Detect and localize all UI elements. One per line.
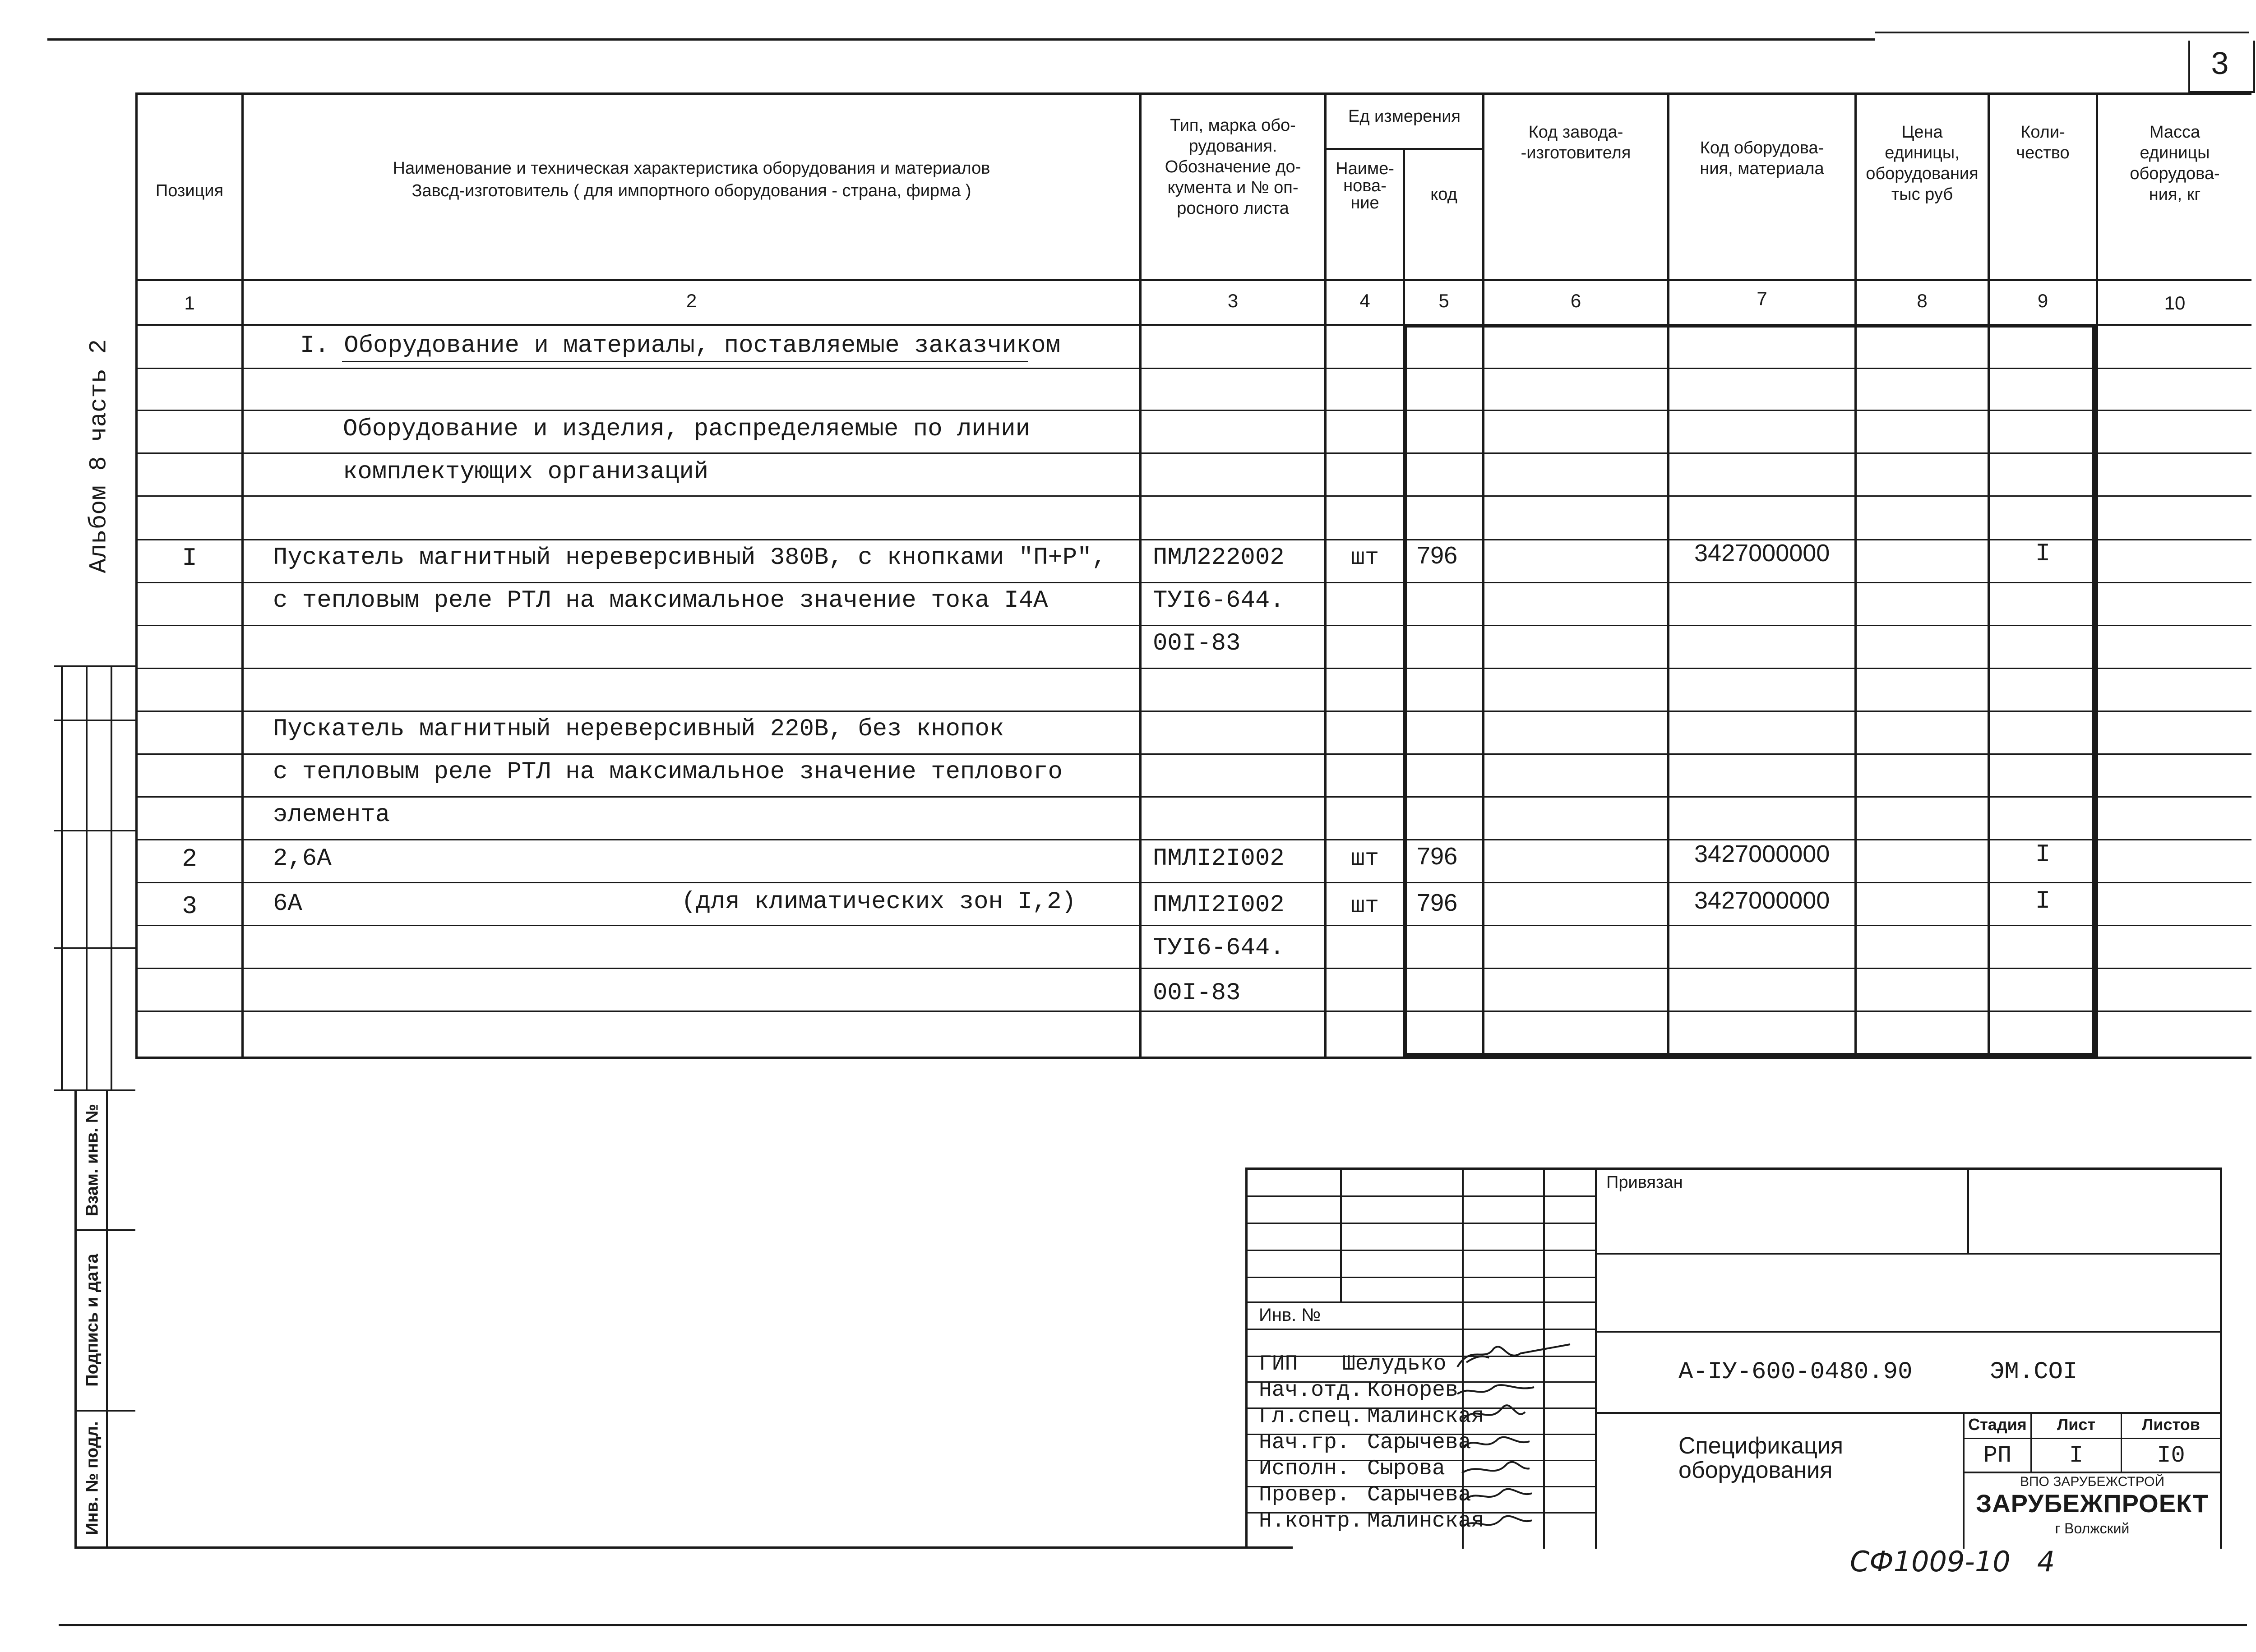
sheet-value: I (2069, 1442, 2084, 1469)
role-5: Исполн. (1259, 1457, 1350, 1481)
col-number-10: 10 (2164, 292, 2186, 314)
row1-position: I (182, 544, 197, 572)
header-factory-code-block: Код завода- -изготовителя (1521, 123, 1631, 162)
podpis-data-label: Подпись и дата (83, 1254, 102, 1387)
row1-name-cont: с тепловым реле РТЛ на максимальное значение тока I4А (273, 587, 1048, 614)
header-bottom-line (135, 279, 2251, 281)
col-number-7: 7 (1757, 288, 1767, 309)
header-qty-block: Коли- чество (2016, 123, 2070, 162)
row1-material-code: 3427000000 (1694, 540, 1830, 567)
doc-name-line2: оборудования (1678, 1457, 1833, 1483)
header-unit-code: код (1430, 185, 1457, 204)
row3-qty: I (2035, 886, 2051, 915)
stage-value: РП (1983, 1442, 2012, 1469)
org-line1: ВПО ЗАРУБЕЖСТРОЙ (2020, 1474, 2165, 1489)
privyazan-label: Привязан (1606, 1173, 1683, 1192)
org-line3: г Волжский (2055, 1520, 2130, 1537)
row2-name: 2,6А (273, 845, 332, 872)
header-name-line2: Завсд-изготовитель ( для импортного оборудования - страна, фирма ) (411, 181, 971, 200)
vzam-inv-label: Взам. инв. № (83, 1103, 102, 1217)
group2-line1: Пускатель магнитный нереверсивный 220В, без кнопок (273, 715, 1004, 743)
header-name-line1: Наименование и техническая характеристика оборудования и материалов (393, 159, 990, 178)
name-7: Малинская (1367, 1509, 1484, 1533)
col-number-8: 8 (1917, 290, 1928, 311)
subsection-line2: комплектующих организаций (343, 458, 709, 486)
stage-label: Стадия (1968, 1415, 2027, 1434)
col-line-2 (1139, 92, 1142, 1058)
row2-qty: I (2035, 840, 2051, 869)
row3-note: (для климатических зон I,2) (681, 888, 1076, 916)
col-number-2: 2 (686, 290, 697, 311)
sheets-label: Листов (2142, 1415, 2200, 1434)
col-number-3: 3 (1227, 290, 1239, 311)
row3-position: 3 (182, 892, 197, 921)
signatures-image (1453, 1335, 1579, 1547)
subsection-line1: Оборудование и изделия, распределяемые по линии (343, 415, 1031, 443)
thick-block-border (1403, 324, 2096, 1057)
table-bottom-line (135, 1057, 2251, 1059)
top-border-line (47, 38, 1875, 41)
col-line-1 (241, 92, 244, 1058)
sheets-value: I0 (2157, 1442, 2185, 1469)
row2-code: 796 (1417, 843, 1458, 870)
header-material-code-block: Код оборудова- ния, материала (1700, 138, 1824, 178)
header-mass-block: Масса единицы оборудова- ния, кг (2130, 123, 2220, 204)
name-4: Сарычева (1367, 1431, 1471, 1455)
role-1: ГИП (1259, 1352, 1298, 1376)
name-5: Сырова (1367, 1457, 1445, 1481)
album-label: Альбом 8 часть 2 (85, 339, 113, 573)
row1-type-cont2: 00I-83 (1153, 630, 1241, 657)
table-top-line (135, 92, 2251, 95)
doc-mark: ЭМ.СОI (1990, 1358, 2078, 1386)
header-type-block: Тип, марка обо- рудования. Обозначение до- кумента и № оп- росного листа (1165, 116, 1301, 218)
col-number-4: 4 (1359, 290, 1370, 311)
col-number-1: 1 (184, 292, 195, 314)
row1-qty: I (2035, 539, 2051, 568)
group2-line3: элемента (273, 801, 390, 829)
row2-material-code: 3427000000 (1694, 840, 1830, 868)
doc-name-line1: Спецификация (1678, 1433, 1844, 1459)
row3-type-cont2: 00I-83 (1153, 979, 1241, 1007)
row3-type: ПМЛI2I002 (1153, 891, 1285, 919)
col-number-9: 9 (2037, 290, 2048, 311)
row1-code: 796 (1417, 542, 1458, 569)
role-7: Н.контр. (1259, 1509, 1363, 1533)
doc-code: А-IУ-600-0480.90 (1678, 1358, 1913, 1386)
inv-no-label: Инв. № (1259, 1305, 1321, 1325)
section-title: I. Оборудование и материалы, поставляемые заказчиком (300, 332, 1061, 360)
name-3: Малинская (1367, 1404, 1484, 1429)
row2-position: 2 (182, 844, 197, 873)
org-line2: ЗАРУБЕЖПРОЕКТ (1976, 1489, 2209, 1518)
col-number-6: 6 (1570, 290, 1581, 311)
role-3: Гл.спец. (1259, 1404, 1363, 1429)
row1-name: Пускатель магнитный нереверсивный 380В, с кнопками "П+Р", (273, 544, 1107, 572)
col-number-5: 5 (1438, 290, 1449, 311)
row3-material-code: 3427000000 (1694, 887, 1830, 914)
role-6: Провер. (1259, 1483, 1350, 1507)
role-4: Нач.гр. (1259, 1431, 1350, 1455)
header-unit-name-block: Наиме- нова- ние (1336, 159, 1394, 212)
row1-type: ПМЛ222002 (1153, 544, 1285, 572)
inv-podl-label: Инв. № подл. (83, 1421, 102, 1535)
footer-handwritten-number: СФ1009-10 4 (1850, 1545, 2055, 1578)
header-position: Позиция (155, 181, 224, 200)
name-1: Шелудько (1342, 1352, 1447, 1376)
name-2: Конорев (1367, 1378, 1458, 1403)
row1-unit: шт (1350, 545, 1379, 571)
bottom-border-line (59, 1624, 2247, 1626)
sheet-label: Лист (2057, 1415, 2096, 1434)
row3-code: 796 (1417, 889, 1458, 916)
row3-unit: шт (1350, 893, 1379, 919)
section-title-underline (342, 361, 1028, 362)
unit-subheader-line (1324, 148, 1482, 150)
header-unit-title: Ед измерения (1348, 107, 1461, 126)
corner-sheet-number: 3 (2211, 46, 2229, 81)
group2-line2: с тепловым реле РТЛ на максимальное значение теплового (273, 758, 1063, 786)
col-line-9 (2096, 92, 2098, 1058)
row2-unit: шт (1350, 845, 1379, 872)
row3-type-cont: ТУI6-644. (1153, 934, 1285, 962)
row3-name: 6А (273, 890, 302, 918)
header-price-block: Цена единицы, оборудования тыс руб (1866, 123, 1979, 204)
role-2: Нач.отд. (1259, 1378, 1363, 1403)
name-6: Сарычева (1367, 1483, 1471, 1507)
top-right-line (1875, 32, 2249, 33)
row2-type: ПМЛI2I002 (1153, 845, 1285, 872)
row1-type-cont: ТУI6-644. (1153, 587, 1285, 614)
